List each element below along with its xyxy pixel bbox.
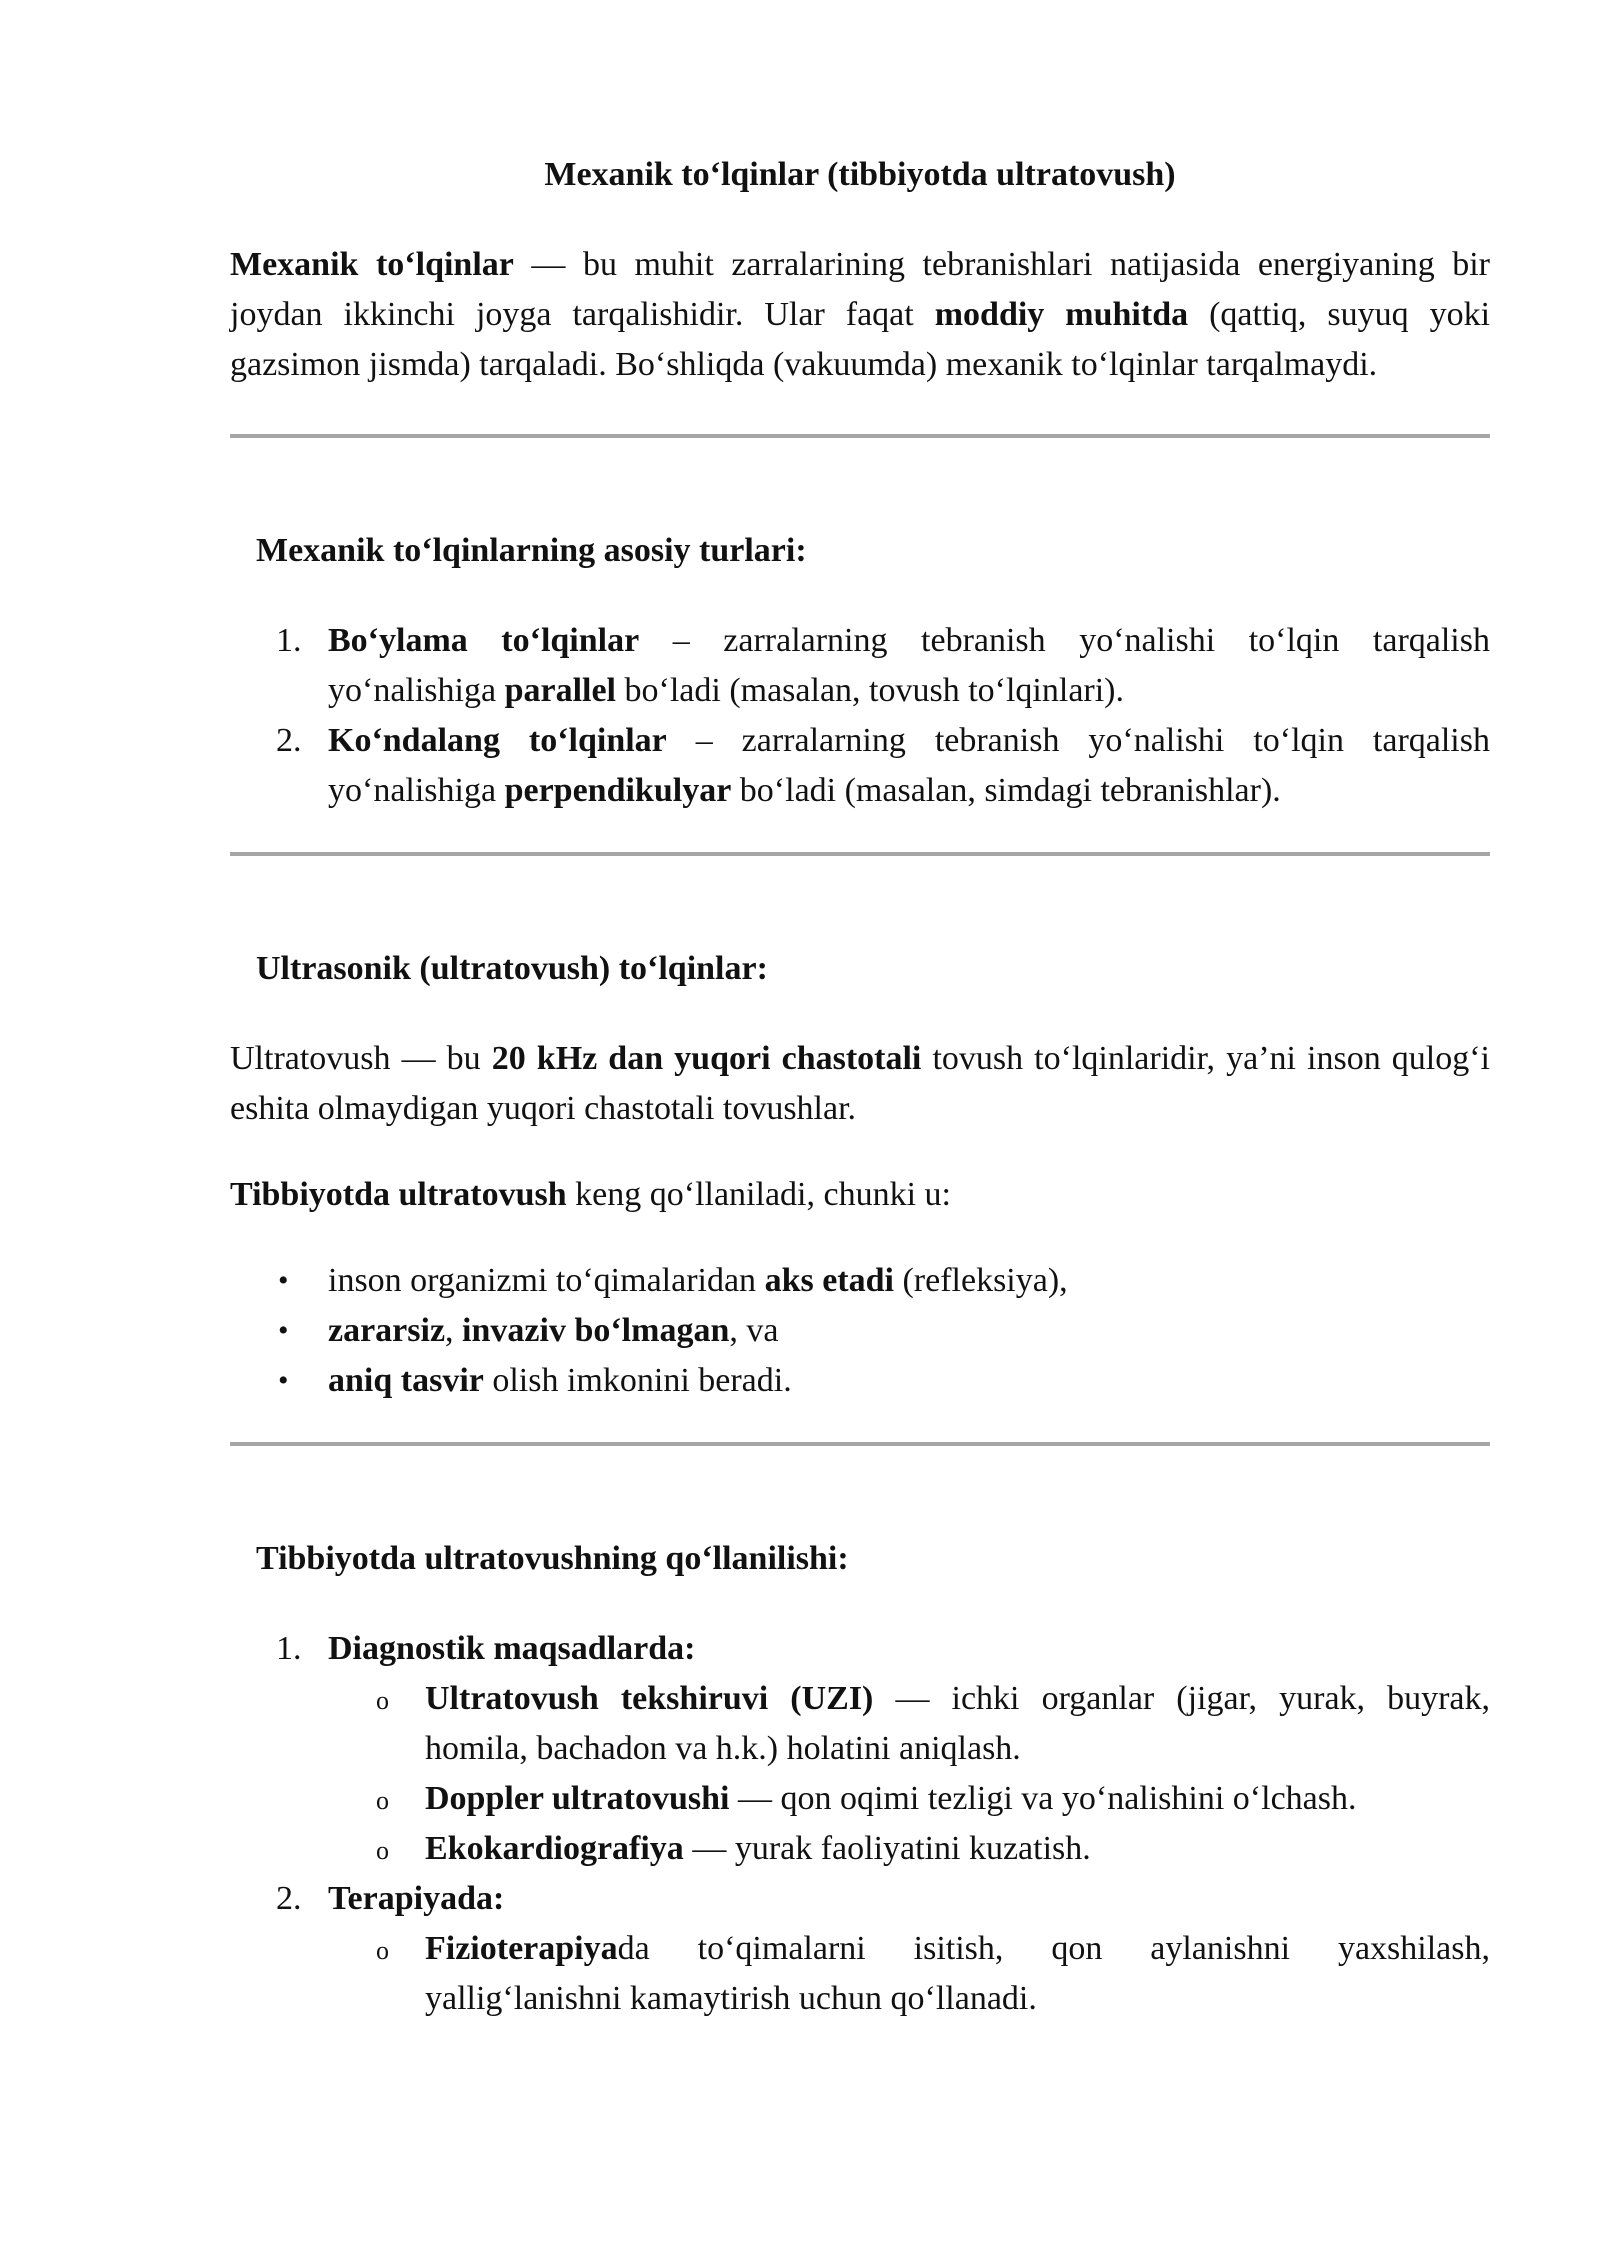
- section-heading-text: Tibbiyotda ultratovushning qo‘llanilishi:: [256, 1540, 849, 1577]
- bullet-text: olish imkonini beradi.: [483, 1362, 792, 1399]
- list-item-term: Bo‘ylama to‘lqinlar: [328, 622, 640, 659]
- document-body: [230, 150, 1490, 2024]
- ultrasound-definition: [230, 1034, 1490, 1134]
- list-item-label: Diagnostik maqsadlarda:: [328, 1630, 696, 1667]
- diagnostic-sublist: [230, 1674, 1490, 1874]
- sublist-bold: Ekokardiografiya: [425, 1830, 684, 1867]
- therapy-sublist: [230, 1924, 1490, 2024]
- sublist-bold: Ultratovush tekshiruvi (UZI): [425, 1680, 874, 1717]
- section-divider: [230, 1442, 1490, 1446]
- list-number: 2.: [276, 722, 302, 759]
- paragraph-text: keng qo‘llaniladi, chunki u:: [566, 1176, 951, 1213]
- list-item-bold: perpendikulyar: [504, 772, 732, 809]
- list-number: 1.: [276, 622, 302, 659]
- sublist-text: — ichki organlar (jigar, yurak, buyrak, homila, bachadon va h.k.) holatini aniqlash.: [425, 1680, 1491, 1767]
- list-item-term: Ko‘ndalang to‘lqinlar: [328, 722, 667, 759]
- bullet-item: [230, 1356, 1490, 1406]
- bullet-bold: invaziv bo‘lmagan: [462, 1312, 730, 1349]
- list-item: [230, 616, 1490, 716]
- sublist-item: [230, 1924, 1490, 2024]
- sublist-item: [230, 1824, 1490, 1874]
- intro-text-2: (qattiq, suyuq yoki gazsimon jismda) tarqaladi. Bo‘shliqda (vakuumda) mexanik to‘lqinlar tarqalmaydi.: [230, 296, 1491, 383]
- intro-paragraph: [230, 240, 1490, 390]
- list-item-text-2: bo‘ladi (masalan, simdagi tebranishlar).: [731, 772, 1281, 809]
- paragraph-text: tovush to‘lqinlaridir, ya’ni inson qulog‘i eshita olmaydigan yuqori chastotali tovushlar.: [230, 1040, 1490, 1127]
- bullet-bold: zararsiz: [328, 1312, 446, 1349]
- list-item: [230, 1874, 1490, 1924]
- bullet-icon: •: [278, 1314, 289, 1347]
- section-heading-ultrasonic: [230, 944, 1490, 994]
- sublist-text: da to‘qimalarni isitish, qon aylanishni yaxshilash, yallig‘lanishni kamaytirish uchun qo‘llanadi.: [425, 1930, 1490, 2017]
- list-number: 1.: [276, 1630, 302, 1667]
- bullet-item: [230, 1256, 1490, 1306]
- paragraph-text: Ultratovush — bu: [230, 1040, 492, 1077]
- list-item-text-1: – zarralarning tebranish yo‘nalishi to‘lqin tarqalish yo‘nalishiga: [328, 622, 1490, 709]
- sublist-item: [230, 1674, 1490, 1774]
- section-divider: [230, 434, 1490, 438]
- intro-term: Mexanik to‘lqinlar: [230, 246, 514, 283]
- list-item: [230, 1624, 1490, 1674]
- circle-bullet-icon: o: [376, 1936, 389, 1965]
- list-item-text-2: bo‘ladi (masalan, tovush to‘lqinlari).: [616, 672, 1125, 709]
- section-heading-text: Ultrasonik (ultratovush) to‘lqinlar:: [256, 950, 768, 987]
- bullet-text: (refleksiya),: [893, 1262, 1068, 1299]
- sublist-bold: Fizioterapiya: [425, 1930, 618, 1967]
- bullet-icon: •: [278, 1264, 289, 1297]
- bullet-text: ,: [445, 1312, 463, 1349]
- sublist-item: [230, 1774, 1490, 1824]
- circle-bullet-icon: o: [376, 1686, 389, 1715]
- medical-use-list: [230, 1624, 1490, 1674]
- list-item-label: Terapiyada:: [328, 1880, 505, 1917]
- bullet-bold: aniq tasvir: [328, 1362, 484, 1399]
- bullet-icon: •: [278, 1364, 289, 1397]
- section-heading-wave-types: [230, 526, 1490, 576]
- bullet-bold: aks etadi: [764, 1262, 894, 1299]
- bullet-text: , va: [729, 1312, 779, 1349]
- section-heading-text: Mexanik to‘lqinlarning asosiy turlari:: [256, 532, 807, 569]
- list-item-bold: parallel: [504, 672, 617, 709]
- intro-text-1: — bu muhit zarralarining tebranishlari natijasida energiyaning bir joydan ikkinchi joyga tarqalishidir. Ular faqat: [230, 246, 1490, 333]
- intro-bold-1: moddiy muhitda: [934, 296, 1189, 333]
- ultrasound-benefits-list: [230, 1256, 1490, 1406]
- sublist-text: — yurak faoliyatini kuzatish.: [683, 1830, 1091, 1867]
- wave-types-list: [230, 616, 1490, 816]
- ultrasound-usage-intro: [230, 1170, 1490, 1220]
- list-number: 2.: [276, 1880, 302, 1917]
- medical-use-list-continued: [230, 1874, 1490, 1924]
- sublist-bold: Doppler ultratovushi: [425, 1780, 730, 1817]
- circle-bullet-icon: o: [376, 1786, 389, 1815]
- section-heading-medical-use: [230, 1534, 1490, 1584]
- bullet-text: inson organizmi to‘qimalaridan: [328, 1262, 765, 1299]
- bullet-item: [230, 1306, 1490, 1356]
- section-divider: [230, 852, 1490, 856]
- list-item-text-1: – zarralarning tebranish yo‘nalishi to‘lqin tarqalish yo‘nalishiga: [328, 722, 1490, 809]
- document-title: Mexanik to‘lqinlar (tibbiyotda ultratovush): [544, 156, 1176, 193]
- sublist-text: — qon oqimi tezligi va yo‘nalishini o‘lchash.: [729, 1780, 1357, 1817]
- list-item: [230, 716, 1490, 816]
- paragraph-bold: Tibbiyotda ultratovush: [230, 1176, 567, 1213]
- circle-bullet-icon: o: [376, 1836, 389, 1865]
- paragraph-bold: 20 kHz dan yuqori chastotali: [491, 1040, 922, 1077]
